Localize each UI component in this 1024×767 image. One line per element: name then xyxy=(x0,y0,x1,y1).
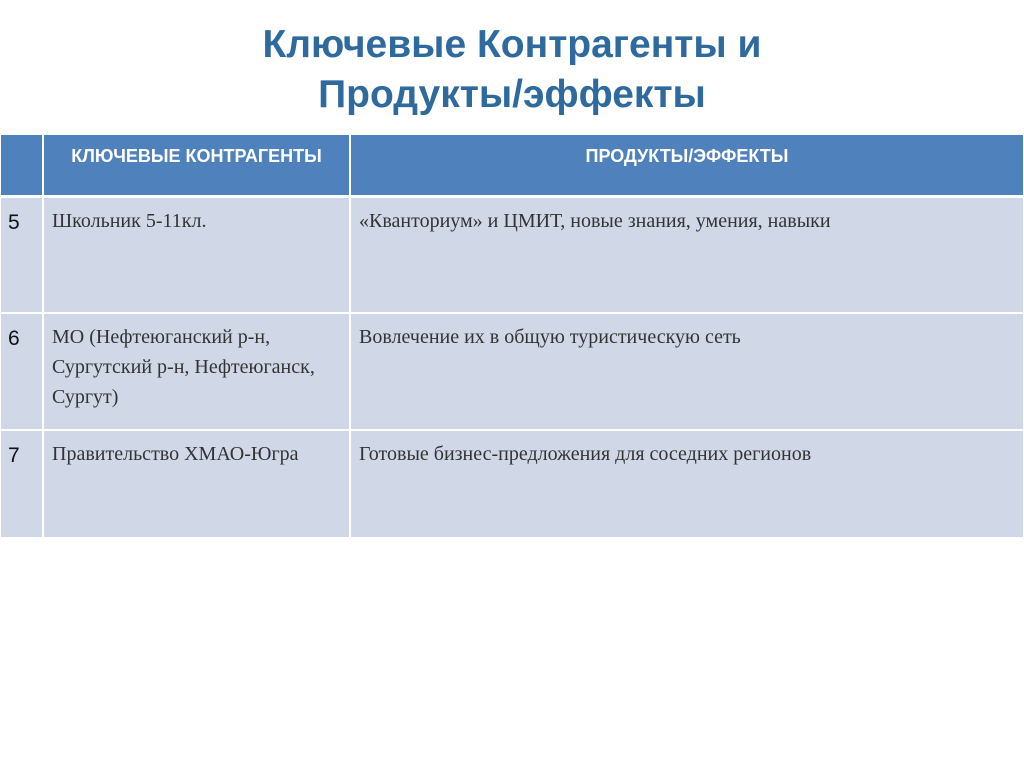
header-num xyxy=(1,135,43,196)
header-counterparties: КЛЮЧЕВЫЕ КОНТРАГЕНТЫ xyxy=(43,135,350,196)
product-cell: «Кванториум» и ЦМИТ, новые знания, умения, навыки xyxy=(350,196,1023,313)
counterparty-cell: Школьник 5-11кл. xyxy=(43,196,350,313)
product-cell: Готовые бизнес-предложения для соседних регионов xyxy=(350,430,1023,538)
slide-title-line-2: Продукты/эффекты xyxy=(318,73,706,116)
counterparty-cell: Правительство ХМАО-Югра xyxy=(43,430,350,538)
row-number: 6 xyxy=(1,313,43,430)
table-header-row xyxy=(1,135,1023,196)
product-cell: Вовлечение их в общую туристическую сеть xyxy=(350,313,1023,430)
row-number: 7 xyxy=(1,430,43,538)
header-products: ПРОДУКТЫ/ЭФФЕКТЫ xyxy=(350,135,1023,196)
counterparty-cell: МО (Нефтеюганский р-н, Сургутский р-н, Нефтеюганск, Сургут) xyxy=(43,313,350,430)
counterparties-table xyxy=(1,135,1023,539)
table-row xyxy=(1,430,1023,538)
row-number: 5 xyxy=(1,196,43,313)
slide-title xyxy=(0,20,1024,120)
table-row xyxy=(1,196,1023,313)
table-row xyxy=(1,313,1023,430)
slide-title-line-1: Ключевые Контрагенты и xyxy=(262,23,762,66)
